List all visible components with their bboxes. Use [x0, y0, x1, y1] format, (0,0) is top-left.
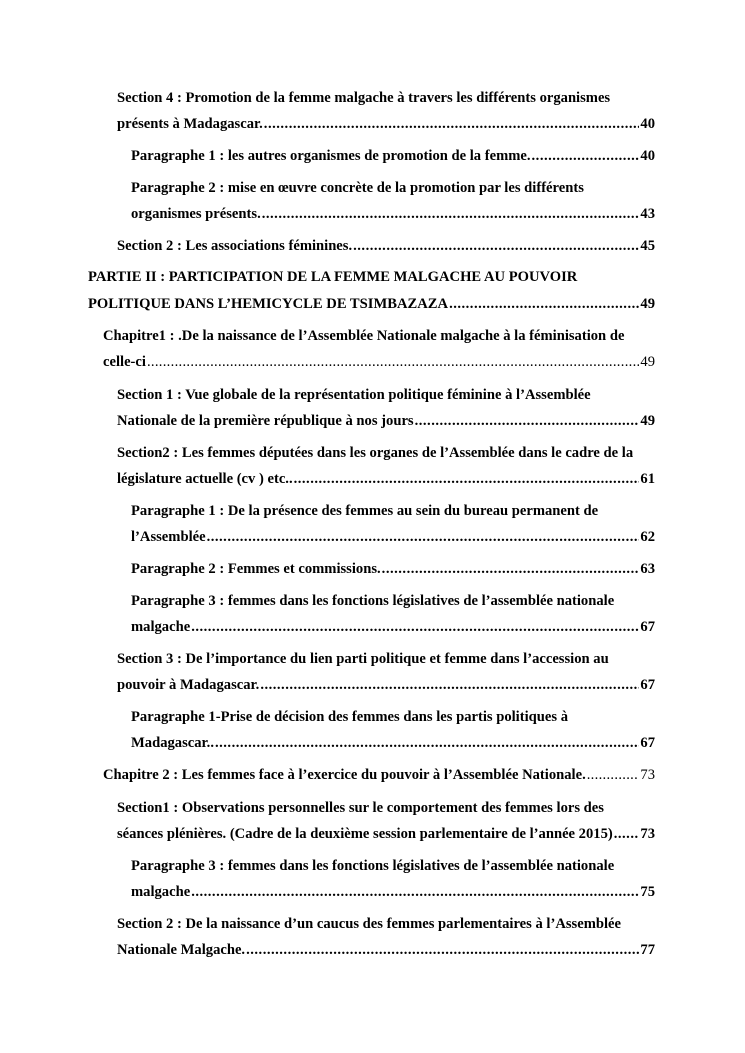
toc-entry-title: Paragraphe 1 : De la présence des femmes au sein du bureau permanent de — [131, 503, 599, 519]
dot-leader — [191, 883, 639, 901]
dot-leader — [415, 412, 640, 430]
toc-line — [117, 89, 610, 107]
toc-page-number: 62 — [640, 529, 655, 545]
toc-entry-title: présents à Madagascar. — [117, 116, 263, 132]
toc-entry-title: Paragraphe 2 : mise en œuvre concrète de la promotion par les différents — [131, 180, 584, 196]
toc-entry-title: organismes présents. — [131, 206, 261, 222]
toc-entry-title: séances plénières. (Cadre de la deuxième session parlementaire de l’année 2015) — [117, 826, 613, 842]
toc-entry-title: Section 1 : Vue globale de la représentation politique féminine à l’Assemblée — [117, 387, 591, 403]
toc-line — [131, 560, 655, 578]
dot-leader — [614, 825, 640, 843]
toc-entry-title: PARTIE II : PARTICIPATION DE LA FEMME MALGACHE AU POUVOIR — [88, 269, 578, 285]
toc-entry-title: Madagascar.. — [131, 735, 214, 751]
toc-line — [131, 592, 614, 610]
toc-line — [131, 857, 614, 875]
toc-entry-title: Section 2 : De la naissance d’un caucus des femmes parlementaires à l’Assemblée — [117, 916, 621, 932]
toc-page-number: 49 — [640, 413, 655, 429]
dot-leader — [215, 734, 639, 752]
toc-line — [103, 353, 655, 371]
toc-line — [117, 799, 604, 817]
toc-line — [131, 179, 584, 197]
toc-line — [131, 708, 568, 726]
toc-entry-title: malgache — [131, 884, 191, 900]
toc-entry-title: pouvoir à Madagascar. — [117, 677, 260, 693]
toc-entry-title: Paragraphe 2 : Femmes et commissions. — [131, 561, 381, 577]
toc-line — [117, 915, 621, 933]
toc-entry-title: Section1 : Observations personnelles sur le comportement des femmes lors des — [117, 800, 604, 816]
dot-leader — [147, 353, 639, 371]
dot-leader — [294, 470, 640, 488]
toc-line — [131, 618, 655, 636]
toc-line — [117, 470, 655, 488]
toc-entry-title: législature actuelle (cv ) etc.. — [117, 471, 293, 487]
toc-entry-title: Paragraphe 1 : les autres organismes de promotion de la femme. — [131, 148, 531, 164]
toc-entry-title: Chapitre 2 : Les femmes face à l’exercice du pouvoir à l’Assemblée Nationale. — [103, 767, 586, 783]
toc-page-number: 43 — [640, 206, 655, 222]
toc-line — [131, 734, 655, 752]
toc-page-number: 40 — [640, 116, 655, 132]
toc-entry-title: Paragraphe 3 : femmes dans les fonctions législatives de l’assemblée nationale — [131, 593, 615, 609]
toc-line — [103, 766, 655, 784]
toc-line — [88, 295, 655, 313]
toc-page-number: 67 — [640, 619, 655, 635]
toc-page-number: 40 — [640, 148, 655, 164]
toc-line — [103, 327, 624, 345]
dot-leader — [246, 941, 639, 959]
dot-leader — [264, 115, 640, 133]
toc-line — [117, 237, 655, 255]
toc-entry-title: Nationale Malgache. — [117, 942, 246, 958]
toc-line — [117, 412, 655, 430]
dot-leader — [262, 205, 640, 223]
toc-page-number: 61 — [640, 471, 655, 487]
toc-page-number: 49 — [640, 354, 655, 370]
dot-leader — [449, 295, 639, 313]
toc-entry-title: Section 3 : De l’importance du lien parti politique et femme dans l’accession au — [117, 651, 609, 667]
toc-page-number: 67 — [640, 735, 655, 751]
toc-entry-title: Section 2 : Les associations féminines. — [117, 238, 353, 254]
toc-entry-title: Section 4 : Promotion de la femme malgache à travers les différents organismes — [117, 90, 611, 106]
toc-entry-title: malgache — [131, 619, 191, 635]
toc-line — [131, 147, 655, 165]
dot-leader — [353, 237, 639, 255]
toc-line — [117, 386, 591, 404]
toc-line — [117, 676, 655, 694]
toc-page-number: 75 — [640, 884, 655, 900]
toc-page-number: 77 — [640, 942, 655, 958]
toc-line — [117, 115, 655, 133]
toc-page-number: 73 — [640, 826, 655, 842]
toc-page-number: 45 — [640, 238, 655, 254]
toc-line — [131, 528, 655, 546]
toc-entry-title: Paragraphe 1-Prise de décision des femmes dans les partis politiques à — [131, 709, 568, 725]
toc-entry-title: celle-ci — [103, 354, 146, 370]
toc-line — [117, 941, 655, 959]
toc-line — [131, 883, 655, 901]
toc-line — [117, 650, 609, 668]
dot-leader — [382, 560, 640, 578]
dot-leader — [260, 676, 639, 694]
dot-leader — [207, 528, 640, 546]
toc-line — [117, 825, 655, 843]
dot-leader — [532, 147, 640, 165]
toc-page-number: 67 — [640, 677, 655, 693]
toc-line — [117, 444, 633, 462]
toc-entry-title: Chapitre1 : .De la naissance de l’Assemblée Nationale malgache à la féminisation de — [103, 328, 625, 344]
dot-leader — [587, 766, 640, 784]
toc-entry-title: Nationale de la première république à nos jours — [117, 413, 414, 429]
toc-entry-title: Section2 : Les femmes députées dans les organes de l’Assemblée dans le cadre de la — [117, 445, 634, 461]
toc-page-number: 73 — [640, 767, 655, 783]
toc-line — [131, 205, 655, 223]
toc-line — [131, 502, 598, 520]
toc-line — [88, 268, 577, 286]
toc-page-number: 63 — [640, 561, 655, 577]
toc-entry-title: Paragraphe 3 : femmes dans les fonctions législatives de l’assemblée nationale — [131, 858, 615, 874]
toc-page-number: 49 — [640, 296, 655, 312]
dot-leader — [191, 618, 639, 636]
toc-entry-title: POLITIQUE DANS L’HEMICYCLE DE TSIMBAZAZA — [88, 296, 449, 312]
toc-entry-title: l’Assemblée — [131, 529, 206, 545]
